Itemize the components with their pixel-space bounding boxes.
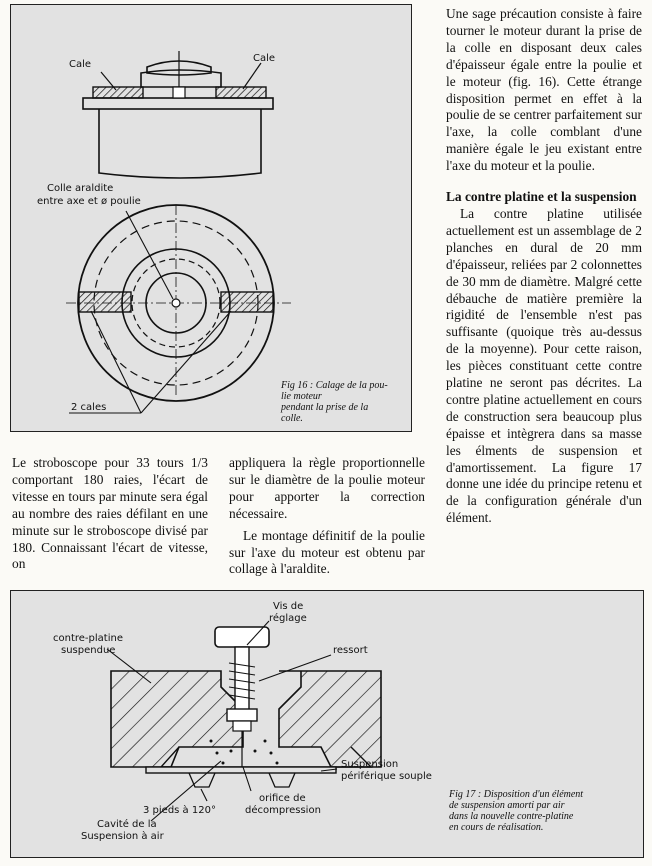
label-orifice-line1: orifice de — [259, 793, 306, 804]
label-cale-right: Cale — [253, 53, 276, 64]
figure-16-caption: Fig 16 : Calage de la pou- lie moteur pendant la prise de la colle. — [281, 380, 388, 424]
label-ressort: ressort — [333, 645, 368, 656]
label-susp-line2: périférique souple — [341, 771, 432, 782]
right-column — [446, 6, 642, 527]
figure-17-caption: Fig 17 : Disposition d'un élément de suspension amorti par air dans la nouvelle contre-platine en cours de réalisation. — [449, 789, 584, 833]
section-heading: La contre platine et la suspension — [446, 189, 637, 205]
left-column — [12, 455, 208, 573]
figure-16-drawing — [11, 5, 411, 431]
label-contre-line2: suspendue — [61, 645, 116, 656]
right-col-para2: La contre platine utilisée actuellement est un assemblage de 2 planches en dural de 20 mm d'épaisseur, reliées par 2 colonnettes de 30 mm de diamètre. Malgré cette débauche de matière première la rigidité de l'ensemble n'est pas suffisante (quoique très au-dessus de la moyenne). Pour cette raison, les pièces constituant cette contre platine ne seront pas décrites. La contre platine actuellement en cours de construction sera beaucoup plus épaisse et intègrera dans sa masse les élments de suspension et d'amortissement. La figure 17 donne une idée du principe retenu et de la configuration générale d'un élément. — [446, 205, 642, 526]
label-contre-line1: contre-platine — [53, 633, 123, 644]
figure-16 — [10, 4, 412, 432]
middle-column — [229, 455, 425, 578]
label-susp-line1: Suspension — [341, 759, 399, 770]
right-col-para1: Une sage précaution consiste à faire tourner le moteur durant la prise de la colle en disposant deux cales d'épaisseur égale entre la poulie et le moteur (fig. 16). Cette étrange disposition permet en effet à la poulie de se centrer parfaitement sur l'axe, la colle comblant d'une manière égale le jeu existant entre l'axe du moteur et la poulie. — [446, 6, 642, 174]
label-cavite-line1: Cavité de la — [97, 819, 157, 830]
label-vis-line1: Vis de — [273, 601, 304, 612]
label-cale-left: Cale — [69, 59, 92, 70]
label-colle-line2: entre axe et ø poulie — [37, 196, 141, 207]
figure-17 — [10, 590, 644, 858]
label-pieds: 3 pieds à 120° — [143, 805, 216, 816]
label-vis-line2: réglage — [269, 613, 307, 624]
label-orifice-line2: décompression — [245, 805, 321, 816]
mid-col-para1: appliquera la règle proportionnelle sur le diamètre de la poulie moteur pour apporter la correction nécessaire. — [229, 455, 425, 521]
mid-col-para2: Le montage définitif de la poulie sur l'axe du moteur est obtenu par collage à l'araldite. — [229, 527, 425, 577]
label-cavite-line2: Suspension à air — [81, 831, 164, 842]
label-colle-line1: Colle araldite — [47, 183, 114, 194]
label-two-cales: 2 cales — [71, 402, 107, 413]
left-col-para: Le stroboscope pour 33 tours 1/3 comportant 180 raies, l'écart de vitesse en tours par minute sera égal au nombre des raies défilant en une minute sur le stroboscope divisé par 180. Connaissant l'écart de vitesse, on — [12, 455, 208, 572]
